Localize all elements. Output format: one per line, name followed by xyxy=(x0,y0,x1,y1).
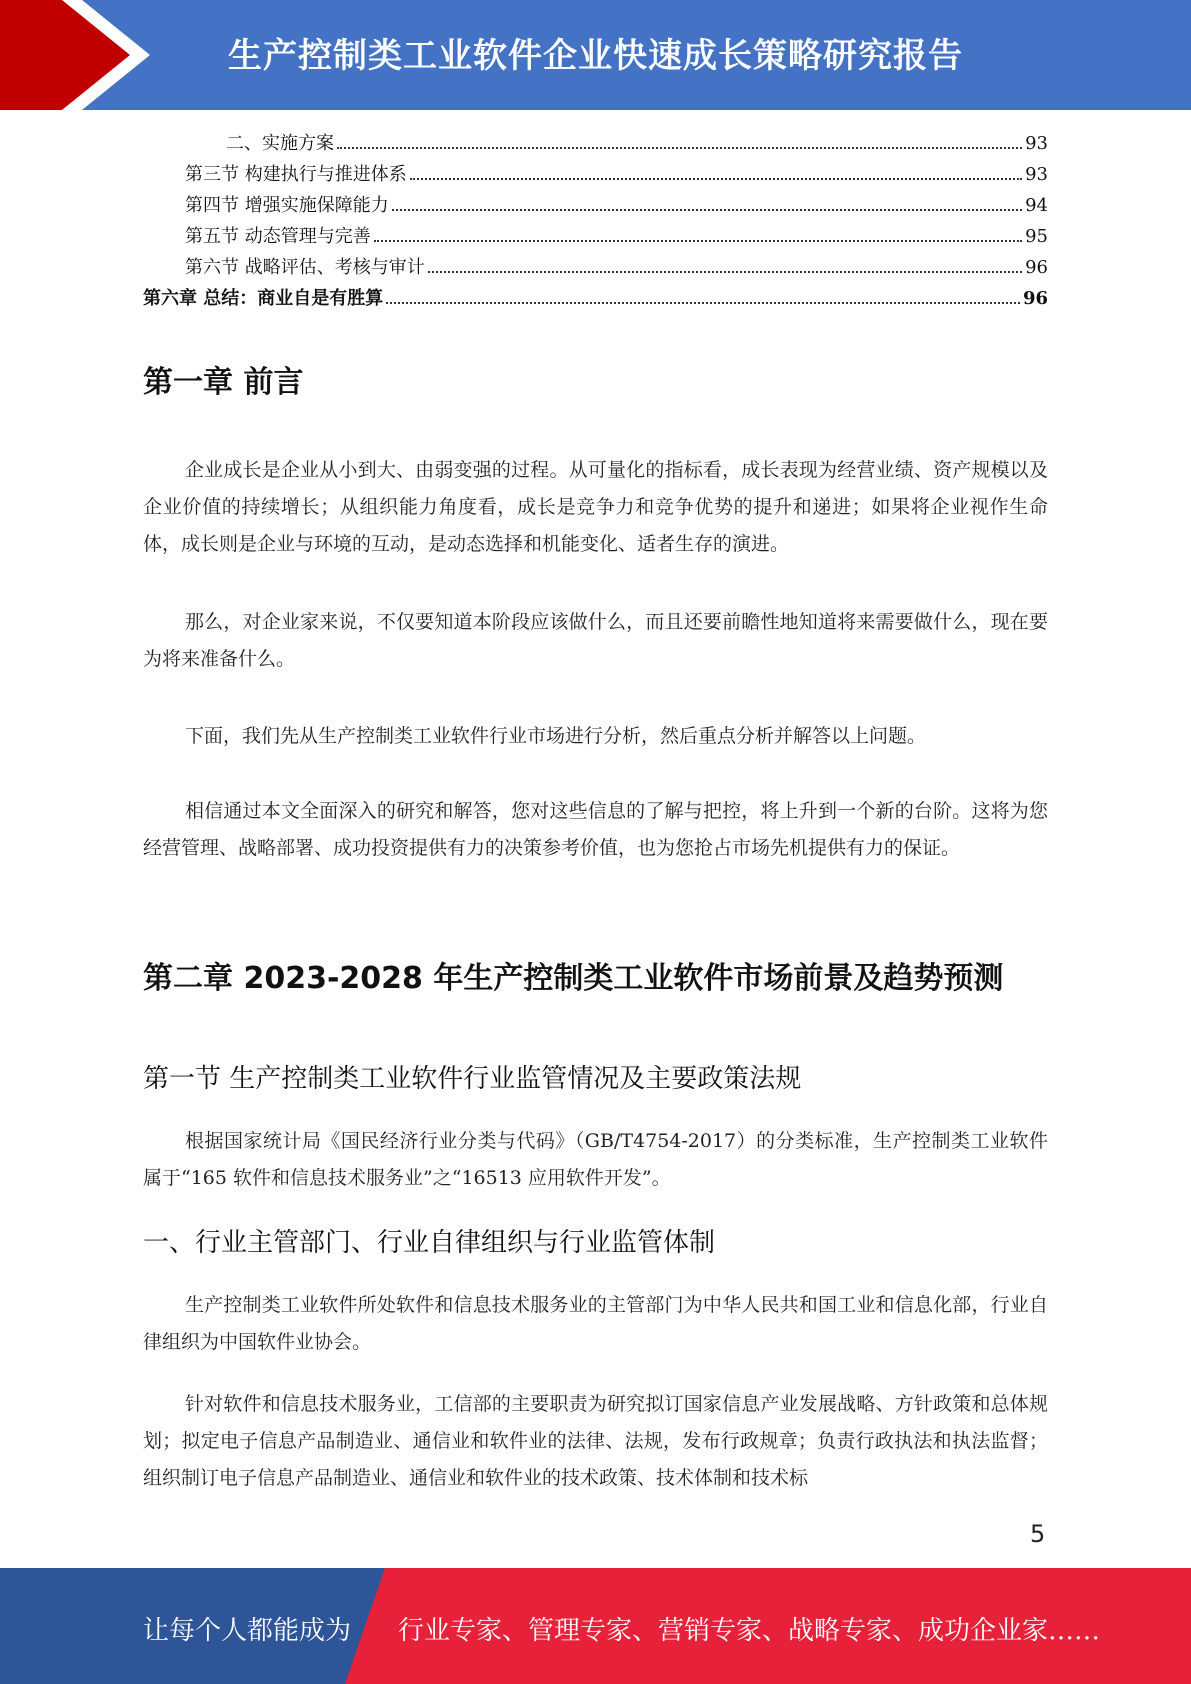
toc-leader-dots xyxy=(386,301,1020,304)
chapter-heading: 第二章 2023-2028 年生产控制类工业软件市场前景及趋势预测 xyxy=(143,961,1004,996)
toc-leader-dots xyxy=(392,208,1022,211)
toc-entry-label: 二、实施方案 xyxy=(226,133,334,154)
toc-entry-page: 96 xyxy=(1022,288,1048,309)
toc-entry[interactable] xyxy=(226,129,1048,159)
toc-leader-dots xyxy=(428,270,1022,273)
toc-entry-page: 96 xyxy=(1025,257,1048,278)
toc-entry-label: 第六节 战略评估、考核与审计 xyxy=(185,257,425,278)
body-paragraph: 企业成长是企业从小到大、由弱变强的过程。从可量化的指标看，成长表现为经营业绩、资产规模以及企业价值的持续增长；从组织能力角度看，成长是竞争力和竞争优势的提升和递进；如果将企业视作生命体，成长则是企业与环境的互动，是动态选择和机能变化、适者生存的演进。 xyxy=(143,459,1048,555)
toc-entry-page: 93 xyxy=(1025,164,1048,185)
body-paragraph: 那么，对企业家来说，不仅要知道本阶段应该做什么，而且还要前瞻性地知道将来需要做什么，现在要为将来准备什么。 xyxy=(143,611,1048,670)
toc-entry-label: 第三节 构建执行与推进体系 xyxy=(185,164,407,185)
body-paragraph: 生产控制类工业软件所处软件和信息技术服务业的主管部门为中华人民共和国工业和信息化部，行业自律组织为中国软件业协会。 xyxy=(143,1294,1048,1353)
toc-entry[interactable] xyxy=(185,160,1048,190)
page-header xyxy=(0,0,1191,110)
page-number: 5 xyxy=(1030,1520,1046,1548)
body-paragraph: 根据国家统计局《国民经济行业分类与代码》（GB/T4754-2017）的分类标准，生产控制类工业软件属于“165 软件和信息技术服务业”之“16513 应用软件开发”。 xyxy=(143,1130,1048,1189)
toc-entry[interactable] xyxy=(185,222,1048,252)
body-paragraph: 针对软件和信息技术服务业，工信部的主要职责为研究拟订国家信息产业发展战略、方针政策和总体规划；拟定电子信息产品制造业、通信业和软件业的法律、法规，发布行政规章；负责行政执法和执法监督；组织制订电子信息产品制造业、通信业和软件业的技术政策、技术体制和技术标 xyxy=(143,1393,1048,1489)
page-footer xyxy=(0,1568,1191,1684)
body-paragraph: 相信通过本文全面深入的研究和解答，您对这些信息的了解与把控，将上升到一个新的台阶。这将为您经营管理、战略部署、成功投资提供有力的决策参考价值，也为您抢占市场先机提供有力的保证。 xyxy=(143,800,1048,859)
report-title: 生产控制类工业软件企业快速成长策略研究报告 xyxy=(228,36,963,76)
toc-entry[interactable] xyxy=(185,253,1048,283)
chapter-heading: 第一章 前言 xyxy=(143,365,304,400)
toc-entry-label: 第四节 增强实施保障能力 xyxy=(185,195,389,216)
toc-leader-dots xyxy=(337,146,1022,149)
toc-entry-page: 93 xyxy=(1025,133,1048,154)
subsection-heading: 一、行业主管部门、行业自律组织与行业监管体制 xyxy=(143,1228,716,1258)
toc-leader-dots xyxy=(410,177,1022,180)
footer-slogan-left: 让每个人都能成为 xyxy=(143,1616,352,1646)
toc-entry-chapter[interactable] xyxy=(143,284,1048,314)
toc-entry-page: 95 xyxy=(1025,226,1048,247)
section-heading: 第一节 生产控制类工业软件行业监管情况及主要政策法规 xyxy=(143,1064,802,1094)
footer-slogan-right: 行业专家、管理专家、营销专家、战略专家、成功企业家…… xyxy=(398,1616,1101,1646)
body-paragraph: 下面，我们先从生产控制类工业软件行业市场进行分析，然后重点分析并解答以上问题。 xyxy=(185,725,927,747)
toc-entry-page: 94 xyxy=(1025,195,1048,216)
toc-leader-dots xyxy=(374,239,1022,242)
toc-entry-label: 第五节 动态管理与完善 xyxy=(185,226,371,247)
toc-entry-label: 第六章 总结：商业自是有胜算 xyxy=(143,288,384,309)
toc-entry[interactable] xyxy=(185,191,1048,221)
